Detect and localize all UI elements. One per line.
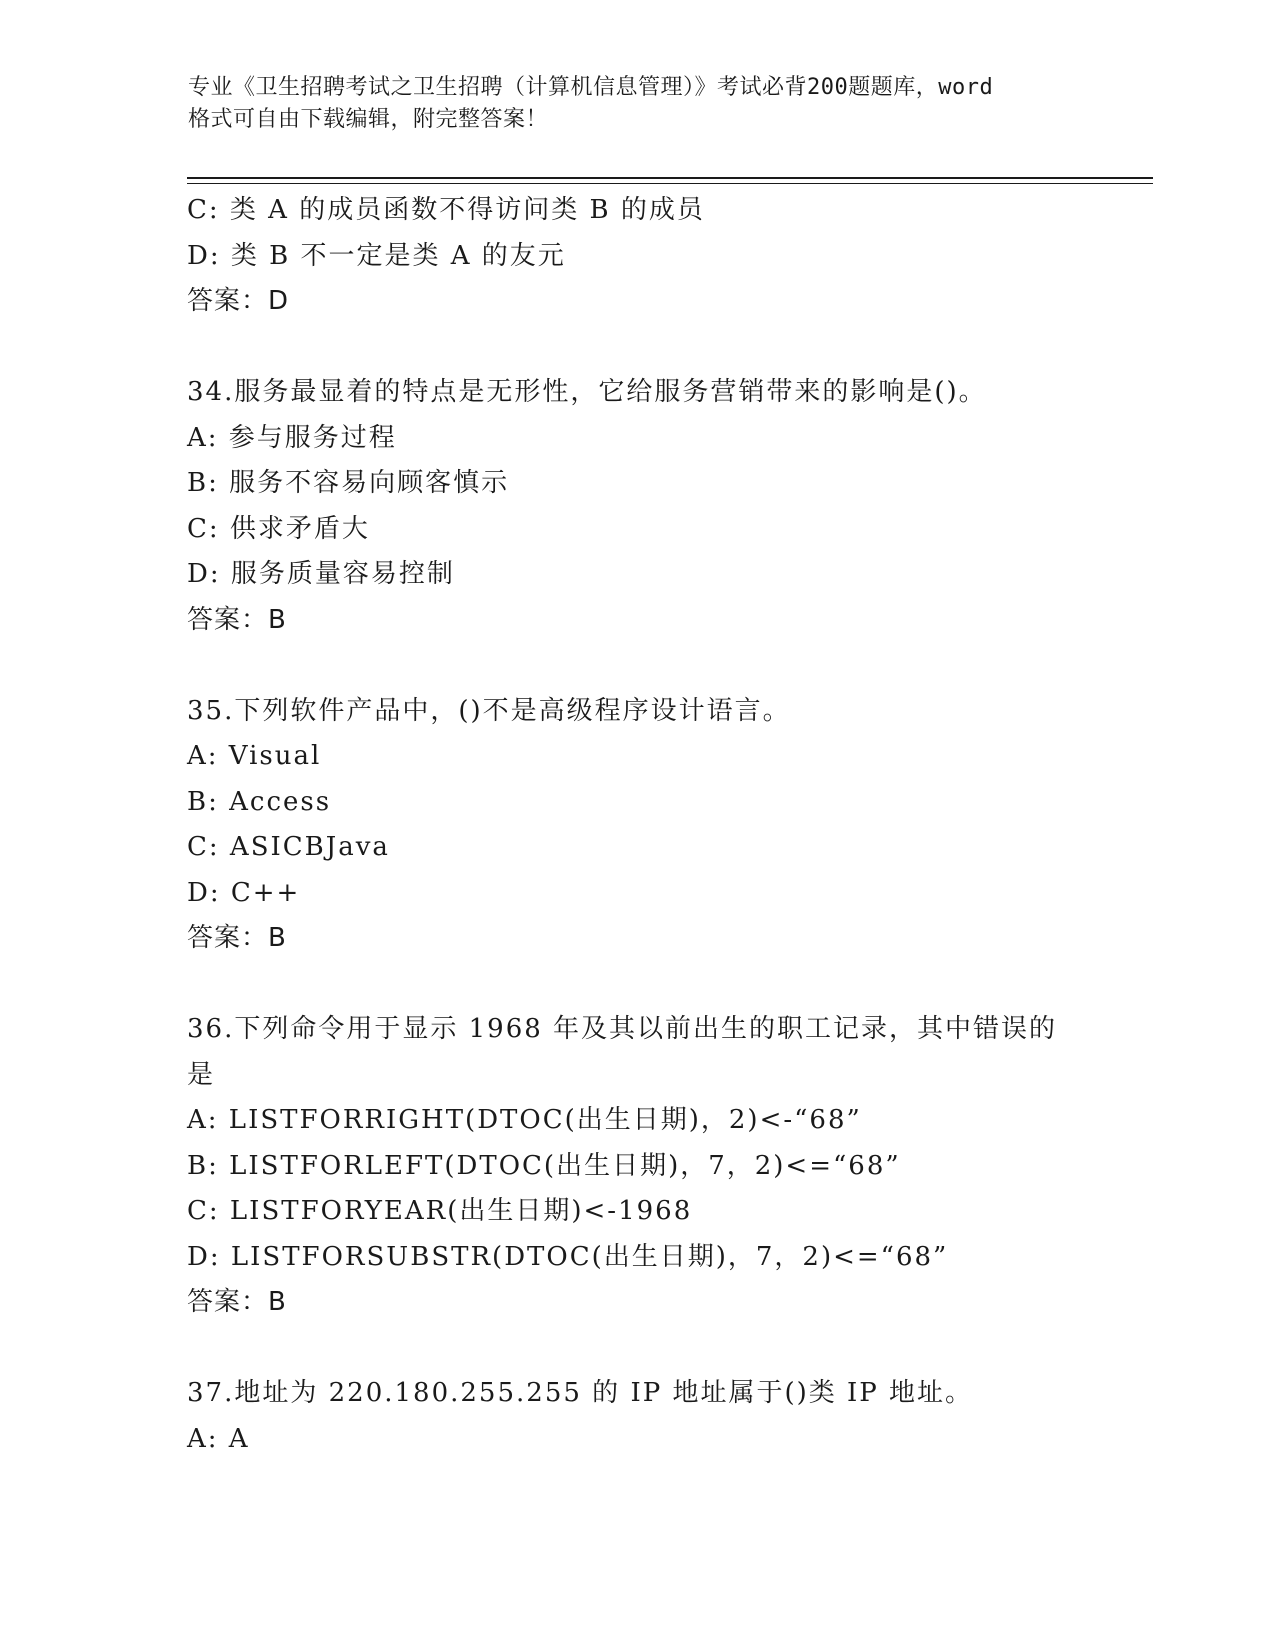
question-37-block	[187, 1371, 1087, 1462]
option-d: D: LISTFORSUBSTR(DTOC(出生日期)，7，2)<=“68”	[187, 1241, 949, 1272]
question-text-line-1: 36.下列命令用于显示 1968 年及其以前出生的职工记录，其中错误的	[187, 1014, 1058, 1044]
option-b: B: Access	[187, 786, 332, 817]
option-c: C: 类 A 的成员函数不得访问类 B 的成员	[187, 195, 705, 225]
header-line-2: 格式可自由下载编辑，附完整答案！	[188, 107, 549, 132]
option-c: C: LISTFORYEAR(出生日期)<-1968	[187, 1196, 693, 1226]
option-d: D: 服务质量容易控制	[187, 559, 455, 589]
spacer	[187, 643, 1087, 689]
option-a: A: LISTFORRIGHT(DTOC(出生日期)，2)<-“68”	[187, 1105, 862, 1135]
document-body	[187, 188, 1087, 1462]
question-33-block	[187, 188, 1087, 325]
option-a: A: Visual	[187, 741, 322, 771]
spacer	[187, 325, 1087, 371]
question-36-block	[187, 1007, 1087, 1326]
question-35-block	[187, 689, 1087, 962]
option-c: C: 供求矛盾大	[187, 513, 370, 544]
option-b: B: LISTFORLEFT(DTOC(出生日期)，7，2)<=“68”	[187, 1150, 901, 1181]
answer-line: 答案：D	[187, 286, 290, 316]
question-text: 37.地址为 220.180.255.255 的 IP 地址属于()类 IP 地址。	[187, 1378, 974, 1408]
header-divider-thick	[187, 177, 1153, 179]
option-d: D: 类 B 不一定是类 A 的友元	[187, 240, 566, 271]
option-b: B: 服务不容易向顾客慎示	[187, 468, 510, 498]
option-d: D: C++	[187, 877, 301, 908]
header-divider-thin	[187, 183, 1153, 184]
spacer	[187, 1326, 1087, 1372]
answer-line: 答案：B	[187, 1287, 287, 1317]
question-text-line-2: 是	[187, 1059, 216, 1090]
header-line-1: 专业《卫生招聘考试之卫生招聘（计算机信息管理）》考试必背200题题库，word	[188, 75, 994, 100]
option-a: A: A	[187, 1423, 250, 1454]
option-c: C: ASICBJava	[187, 832, 390, 862]
option-a: A: 参与服务过程	[187, 422, 397, 453]
question-text: 35.下列软件产品中，()不是高级程序设计语言。	[187, 695, 791, 726]
question-text: 34.服务最显着的特点是无形性，它给服务营销带来的影响是()。	[187, 377, 987, 407]
spacer	[187, 962, 1087, 1008]
document-header	[188, 72, 1088, 136]
answer-line: 答案：B	[187, 604, 287, 635]
question-34-block	[187, 370, 1087, 643]
answer-line: 答案：B	[187, 923, 287, 953]
